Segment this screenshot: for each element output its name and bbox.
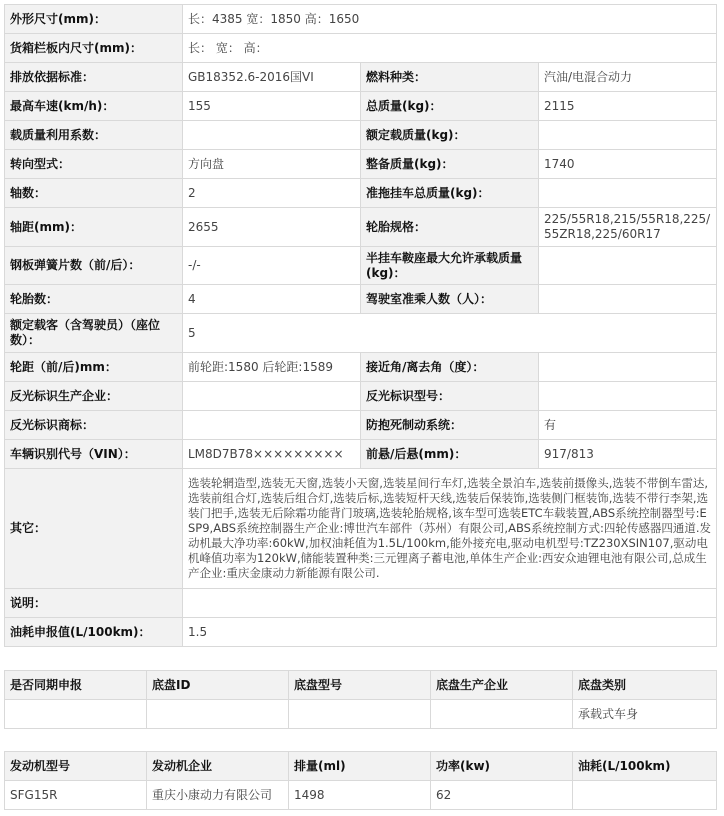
track-width-value: 前轮距:1580 后轮距:1589 <box>183 353 361 382</box>
tire-spec-value: 225/55R18,215/55R18,225/55ZR18,225/60R17 <box>539 208 717 247</box>
fuel-consumption-label: 油耗申报值(L/100km)： <box>5 618 183 647</box>
engine-cell: 重庆小康动力有限公司 <box>147 781 289 810</box>
spec-row-spring <box>5 247 717 285</box>
axles-label: 轴数： <box>5 179 183 208</box>
semitrailer-load-label: 半挂车鞍座最大允许承载质量(kg)： <box>361 247 539 285</box>
overhang-value: 917/813 <box>539 440 717 469</box>
table-row <box>5 781 717 810</box>
tire-count-label: 轮胎数： <box>5 285 183 314</box>
spec-row-emission <box>5 63 717 92</box>
trailer-mass-label: 准拖挂车总质量(kg)： <box>361 179 539 208</box>
engine-header-cell: 功率(kw) <box>431 752 573 781</box>
chassis-header-cell: 是否同期申报 <box>5 671 147 700</box>
approach-angle-value <box>539 353 717 382</box>
spec-row-vin <box>5 440 717 469</box>
cargo-box-value: 长： 宽： 高： <box>183 34 717 63</box>
engine-header-cell: 排量(ml) <box>289 752 431 781</box>
spec-row-dimensions <box>5 5 717 34</box>
spec-row-axles <box>5 179 717 208</box>
steering-label: 转向型式： <box>5 150 183 179</box>
spec-row-other <box>5 469 717 589</box>
wheelbase-value: 2655 <box>183 208 361 247</box>
engine-cell: 1498 <box>289 781 431 810</box>
reflector-brand-label: 反光标识商标： <box>5 411 183 440</box>
spec-row-reflector <box>5 382 717 411</box>
spec-row-track <box>5 353 717 382</box>
emission-standard-label: 排放依据标准： <box>5 63 183 92</box>
vin-label: 车辆识别代号（VIN）： <box>5 440 183 469</box>
spec-row-steering <box>5 150 717 179</box>
other-label: 其它： <box>5 469 183 589</box>
chassis-header-cell: 底盘型号 <box>289 671 431 700</box>
steering-value: 方向盘 <box>183 150 361 179</box>
max-speed-value: 155 <box>183 92 361 121</box>
engine-cell <box>573 781 717 810</box>
engine-header-cell: 发动机企业 <box>147 752 289 781</box>
cab-capacity-label: 驾驶室准乘人数（人）： <box>361 285 539 314</box>
vehicle-spec-table <box>4 4 717 647</box>
cargo-box-label: 货箱栏板内尺寸(mm)： <box>5 34 183 63</box>
chassis-cell <box>431 700 573 729</box>
leaf-spring-label: 钢板弹簧片数（前/后）： <box>5 247 183 285</box>
semitrailer-load-value <box>539 247 717 285</box>
fuel-type-label: 燃料种类： <box>361 63 539 92</box>
emission-standard-value: GB18352.6-2016国VI <box>183 63 361 92</box>
note-value <box>183 589 717 618</box>
spec-row-note <box>5 589 717 618</box>
max-speed-label: 最高车速(km/h)： <box>5 92 183 121</box>
load-utilization-label: 载质量利用系数： <box>5 121 183 150</box>
curb-mass-label: 整备质量(kg)： <box>361 150 539 179</box>
track-width-label: 轮距（前/后)mm： <box>5 353 183 382</box>
chassis-header-cell: 底盘类别 <box>573 671 717 700</box>
abs-value: 有 <box>539 411 717 440</box>
chassis-cell: 承载式车身 <box>573 700 717 729</box>
overhang-label: 前悬/后悬(mm)： <box>361 440 539 469</box>
curb-mass-value: 1740 <box>539 150 717 179</box>
reflector-manufacturer-label: 反光标识生产企业： <box>5 382 183 411</box>
cab-capacity-value <box>539 285 717 314</box>
reflector-manufacturer-value <box>183 382 361 411</box>
reflector-brand-value <box>183 411 361 440</box>
rated-load-label: 额定载质量(kg)： <box>361 121 539 150</box>
dimensions-label: 外形尺寸(mm)： <box>5 5 183 34</box>
fuel-consumption-value: 1.5 <box>183 618 717 647</box>
reflector-model-label: 反光标识型号： <box>361 382 539 411</box>
passengers-value: 5 <box>183 314 717 353</box>
vin-value: LM8D7B78××××××××× <box>183 440 361 469</box>
trailer-mass-value <box>539 179 717 208</box>
chassis-cell <box>147 700 289 729</box>
spec-row-consumption <box>5 618 717 647</box>
spec-row-load <box>5 121 717 150</box>
spec-row-tires <box>5 285 717 314</box>
engine-cell: 62 <box>431 781 573 810</box>
wheelbase-label: 轴距(mm)： <box>5 208 183 247</box>
chassis-header-cell: 底盘ID <box>147 671 289 700</box>
engine-table <box>4 751 717 810</box>
chassis-cell <box>289 700 431 729</box>
engine-header-row <box>5 752 717 781</box>
other-value: 选装轮辋造型,选装无天窗,选装小天窗,选装星间行车灯,选装全景泊车,选装前摄像头,选装不带倒车雷达,选装前组合灯,选装后组合灯,选装后标,选装短杆天线,选装后保装饰,选装侧门框装饰,选装不带行李架,选装门把手,选装无后除霜功能背门玻璃,选装轮胎规格,该车型可选装ETC车载装置,ABS系统控制器型号:ESP9,ABS系统控制器生产企业:博世汽车部件（苏州）有限公司,ABS系统控制方式:四轮传感器四通道.发动机最大净功率:60kW,加权油耗值为1.5L/100km,能外接充电,驱动电机型号:TZ230XSIN107,驱动电机峰值功率为120kW,储能装置种类:三元锂离子蓄电池,单体生产企业:西安众迪锂电池有限公司,总成生产企业:重庆金康动力新能源有限公司. <box>183 469 717 589</box>
rated-load-value <box>539 121 717 150</box>
chassis-cell <box>5 700 147 729</box>
spec-row-wheelbase <box>5 208 717 247</box>
passengers-label: 额定载客（含驾驶员）（座位数）： <box>5 314 183 353</box>
spec-row-cargo <box>5 34 717 63</box>
engine-cell: SFG15R <box>5 781 147 810</box>
tire-count-value: 4 <box>183 285 361 314</box>
spec-row-reflector-brand <box>5 411 717 440</box>
chassis-table <box>4 670 717 729</box>
spec-row-passengers <box>5 314 717 353</box>
total-mass-value: 2115 <box>539 92 717 121</box>
note-label: 说明： <box>5 589 183 618</box>
engine-header-cell: 油耗(L/100km) <box>573 752 717 781</box>
abs-label: 防抱死制动系统： <box>361 411 539 440</box>
leaf-spring-value: -/- <box>183 247 361 285</box>
tire-spec-label: 轮胎规格： <box>361 208 539 247</box>
total-mass-label: 总质量(kg)： <box>361 92 539 121</box>
approach-angle-label: 接近角/离去角（度）： <box>361 353 539 382</box>
axles-value: 2 <box>183 179 361 208</box>
dimensions-value: 长：4385 宽：1850 高：1650 <box>183 5 717 34</box>
reflector-model-value <box>539 382 717 411</box>
load-utilization-value <box>183 121 361 150</box>
spec-row-speed <box>5 92 717 121</box>
engine-header-cell: 发动机型号 <box>5 752 147 781</box>
fuel-type-value: 汽油/电混合动力 <box>539 63 717 92</box>
chassis-header-row <box>5 671 717 700</box>
table-row <box>5 700 717 729</box>
chassis-header-cell: 底盘生产企业 <box>431 671 573 700</box>
